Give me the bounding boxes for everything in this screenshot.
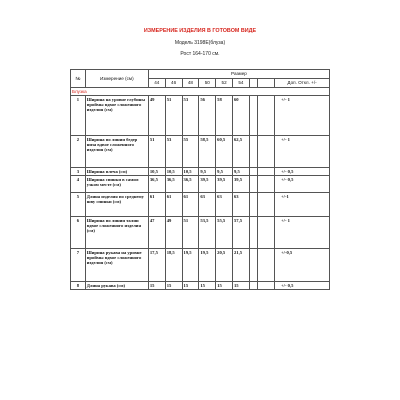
row-number: 1: [71, 96, 86, 136]
value-cell: 49: [165, 217, 182, 249]
value-cell: 15: [233, 282, 250, 290]
value-cell: 63: [199, 193, 216, 217]
size-cell: 46: [165, 79, 182, 88]
value-cell: 60: [233, 96, 250, 136]
value-cell: 39,5: [233, 176, 250, 193]
row-number: 3: [71, 168, 86, 176]
row-number: 7: [71, 249, 86, 282]
section-row: [71, 88, 330, 96]
empty-cell: [249, 176, 257, 193]
empty-cell: [258, 136, 275, 168]
value-cell: 36,5: [148, 176, 165, 193]
empty-cell: [249, 136, 257, 168]
model-label: Модель 3198Е(блуза): [174, 40, 226, 46]
value-cell: 63: [233, 193, 250, 217]
measure-name: Длина изделия по среднему шву спинки (см): [85, 193, 148, 217]
empty-cell: [249, 249, 257, 282]
value-cell: 58: [216, 96, 233, 136]
empty-cell: [258, 176, 275, 193]
empty-cell: [249, 168, 257, 176]
empty-cell: [258, 96, 275, 136]
empty-cell: [249, 217, 257, 249]
row-number: 4: [71, 176, 86, 193]
header-size: Размер: [148, 70, 329, 79]
measure-name: Ширина плеча (см): [85, 168, 148, 176]
value-cell: 49: [148, 96, 165, 136]
section-label: Блузка: [71, 88, 330, 96]
value-cell: 47: [148, 217, 165, 249]
size-cell: 54: [233, 79, 250, 88]
measure-name: Ширина по линии талии вдвое сложенного изделия (см): [85, 217, 148, 249]
size-cell: 48: [182, 79, 199, 88]
value-cell: 20,5: [216, 249, 233, 282]
row-number: 2: [71, 136, 86, 168]
value-cell: 57,5: [233, 217, 250, 249]
tolerance-cell: +/- 0,5: [275, 168, 330, 176]
header-row: [71, 70, 330, 79]
empty-cell: [249, 193, 257, 217]
value-cell: 18,5: [165, 249, 182, 282]
table-row: [71, 282, 330, 290]
tolerance-cell: +/-0,5: [275, 249, 330, 282]
value-cell: 55: [182, 136, 199, 168]
value-cell: 56: [199, 96, 216, 136]
table-row: [71, 96, 330, 136]
value-cell: 19,5: [199, 249, 216, 282]
table-row: [71, 176, 330, 193]
table-row: [71, 249, 330, 282]
table-row: [71, 136, 330, 168]
value-cell: 39,5: [199, 176, 216, 193]
value-cell: 15: [199, 282, 216, 290]
header-tolerance: Доп. Откл. +/-: [275, 79, 330, 88]
measure-name: Ширина на уровне глубины проймы вдвое сложенного изделия (см): [85, 96, 148, 136]
value-cell: 15: [182, 282, 199, 290]
height-label: Рост 164-170 см.: [180, 51, 220, 57]
empty-cell: [249, 282, 257, 290]
measure-name: Ширина рукава на уровне проймы вдвое сложенного изделия (см): [85, 249, 148, 282]
value-cell: 9,5: [233, 168, 250, 176]
value-cell: 15: [216, 282, 233, 290]
value-cell: 58,5: [199, 136, 216, 168]
value-cell: 55,5: [216, 217, 233, 249]
tolerance-cell: +/-1: [275, 193, 330, 217]
tolerance-cell: +/- 0,5: [275, 282, 330, 290]
value-cell: 61: [148, 193, 165, 217]
header-no: №: [71, 70, 86, 88]
value-cell: 15: [148, 282, 165, 290]
row-number: 8: [71, 282, 86, 290]
empty-cell: [258, 249, 275, 282]
table-row: [71, 193, 330, 217]
table-row: [71, 217, 330, 249]
tolerance-cell: +/- 1: [275, 217, 330, 249]
value-cell: 61: [165, 193, 182, 217]
value-cell: 51: [165, 96, 182, 136]
empty-cell: [258, 193, 275, 217]
value-cell: 21,5: [233, 249, 250, 282]
value-cell: 63: [216, 193, 233, 217]
value-cell: 19,5: [182, 249, 199, 282]
size-cell: 44: [148, 79, 165, 88]
value-cell: 60,5: [216, 136, 233, 168]
empty-cell: [249, 96, 257, 136]
row-number: 6: [71, 217, 86, 249]
value-cell: 53: [182, 96, 199, 136]
measure-name: Длина рукава (см): [85, 282, 148, 290]
measure-name: Ширина по линии бедер низа вдвое сложенного изделия (см): [85, 136, 148, 168]
value-cell: 53,5: [199, 217, 216, 249]
value-cell: 10,5: [182, 168, 199, 176]
value-cell: 36,5: [165, 176, 182, 193]
tolerance-cell: +/- 1: [275, 96, 330, 136]
empty-cell: [258, 217, 275, 249]
value-cell: 53: [165, 136, 182, 168]
table-row: [71, 168, 330, 176]
value-cell: 51: [182, 217, 199, 249]
value-cell: 9,5: [216, 168, 233, 176]
measure-name: Ширина спинки в самом узком месте (см): [85, 176, 148, 193]
value-cell: 62,5: [233, 136, 250, 168]
empty-cell: [258, 282, 275, 290]
value-cell: 9,5: [199, 168, 216, 176]
value-cell: 51: [148, 136, 165, 168]
measurement-table: [70, 69, 330, 290]
empty-cell: [258, 168, 275, 176]
header-measure: Измерение (см): [85, 70, 148, 88]
value-cell: 39,5: [216, 176, 233, 193]
value-cell: 10,5: [148, 168, 165, 176]
document-title: ИЗМЕРЕНИЕ ИЗДЕЛИЯ В ГОТОВОМ ВИДЕ: [143, 28, 257, 34]
tolerance-cell: +/- 0,5: [275, 176, 330, 193]
empty-cell: [249, 79, 257, 88]
tolerance-cell: +/- 1: [275, 136, 330, 168]
value-cell: 15: [165, 282, 182, 290]
row-number: 5: [71, 193, 86, 217]
empty-cell: [258, 79, 275, 88]
value-cell: 61: [182, 193, 199, 217]
size-cell: 52: [216, 79, 233, 88]
value-cell: 36,5: [182, 176, 199, 193]
value-cell: 10,5: [165, 168, 182, 176]
size-cell: 50: [199, 79, 216, 88]
value-cell: 17,5: [148, 249, 165, 282]
